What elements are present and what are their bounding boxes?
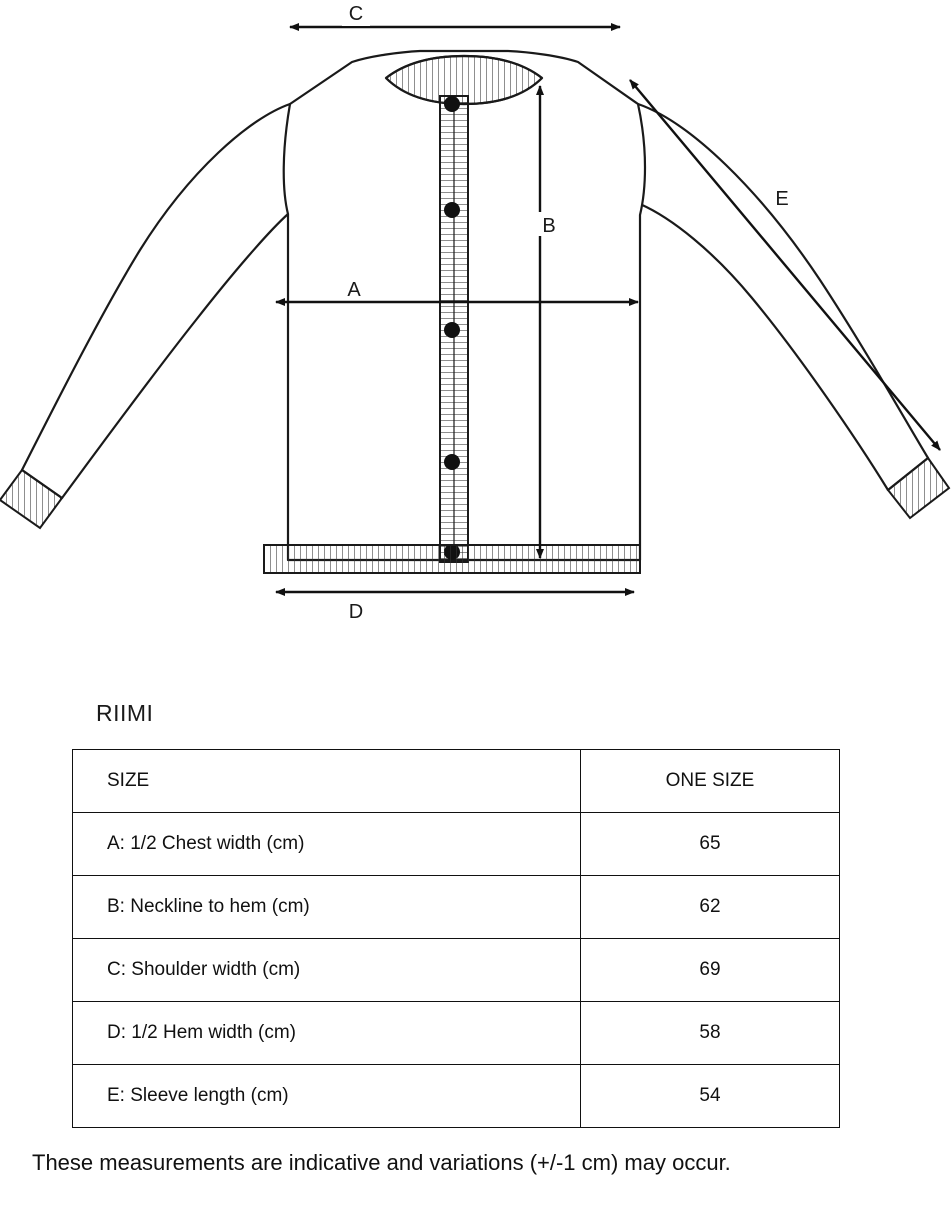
table-row [73,876,840,939]
size-chart-section [0,660,951,1176]
measure-label-d: D: 1/2 Hem width (cm) [73,1002,581,1065]
product-name: RIIMI [96,700,154,726]
left-sleeve [22,104,290,498]
measure-value-c: 69 [581,939,840,1002]
dimension-label-d: D [348,601,364,623]
right-sleeve [638,104,928,490]
measure-value-d: 58 [581,1002,840,1065]
measure-value-a: 65 [581,813,840,876]
dimension-label-a: A [347,279,361,301]
hem-rib [264,545,640,573]
measure-label-b: B: Neckline to hem (cm) [73,876,581,939]
button [444,322,460,338]
table-header-onesize: ONE SIZE [581,750,840,813]
size-table [72,749,840,1128]
measure-value-b: 62 [581,876,840,939]
dimension-label-e: E [775,188,789,210]
measure-value-e: 54 [581,1065,840,1128]
dimension-line-e [630,80,940,450]
button [444,454,460,470]
table-header-size: SIZE [73,750,581,813]
table-header-row [73,750,840,813]
table-row [73,939,840,1002]
dimension-label-b: B [542,215,556,237]
button [444,202,460,218]
button [444,96,460,112]
table-row [73,1065,840,1128]
dimension-label-c: C [348,3,364,25]
measure-label-e: E: Sleeve length (cm) [73,1065,581,1128]
button-placket [440,96,468,562]
measure-label-a: A: 1/2 Chest width (cm) [73,813,581,876]
measurement-footnote: These measurements are indicative and variations (+/-1 cm) may occur. [32,1150,731,1175]
measure-label-c: C: Shoulder width (cm) [73,939,581,1002]
garment-outline [22,51,928,560]
table-row [73,813,840,876]
table-row [73,1002,840,1065]
